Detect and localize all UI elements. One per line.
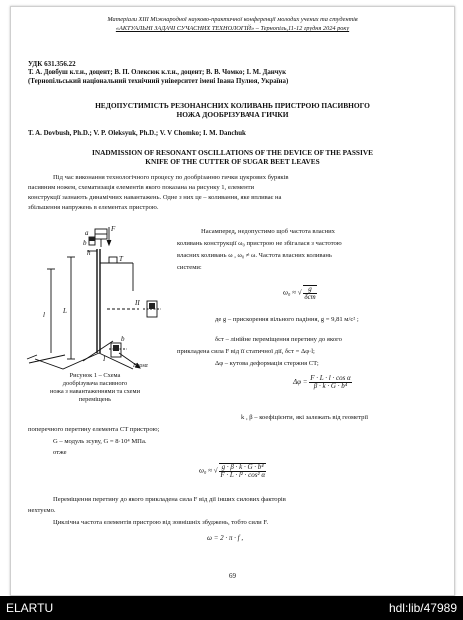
intro-line-2: пасивним ножем, схематизація елементів якого показана на рисунку 1, елементи bbox=[28, 184, 255, 191]
figure-caption-line4: переміщень bbox=[78, 396, 112, 403]
rc-delta-line1: δст – лінійне переміщення перетину до якого bbox=[215, 336, 342, 343]
shear-modulus-line: G – модуль зсуву, G = 8·10⁴ МПа. bbox=[53, 438, 147, 445]
title-ua-line2: НОЖА ДООБРІЗУВАЧА ГИЧКИ bbox=[176, 110, 289, 119]
formula-omega0b-den: F · L · l² · cos² α bbox=[220, 471, 266, 479]
formula-dphi-lhs: Δφ = bbox=[293, 378, 308, 387]
then-word: отже bbox=[53, 449, 67, 456]
figure-caption-line1: Рисунок 1 – Схема bbox=[69, 372, 121, 379]
formula-omega0: ω₀ ≈ √ $\frac{g}{\text{δст}}$ bbox=[283, 285, 316, 301]
after-line-2: нехтуємо. bbox=[28, 507, 56, 514]
formula-omega0-lhs: ω₀ ≈ bbox=[283, 288, 296, 297]
formula-omega0b-lhs: ω₀ ≈ bbox=[199, 466, 212, 475]
formula-omega0-full: ω₀ ≈ √ $\frac{\text{g · β · k · G · b⁴}}{\text{F · L · l² · cos² α}}$ bbox=[199, 463, 266, 479]
figure-caption-line2: дообрізувача пасивного bbox=[62, 380, 128, 387]
formula-omega0-num: g bbox=[303, 286, 316, 294]
title-en-line1: INADMISSION OF RESONANT OSCILLATIONS OF THE DEVICE OF THE PASSIVE bbox=[92, 148, 373, 157]
intro-line-1: Під час виконання технологічного процесу по дообрізанню гички цукрових буряків bbox=[53, 174, 289, 181]
formula-dphi-den: β · k · G · b⁴ bbox=[313, 382, 348, 390]
document-page bbox=[10, 6, 455, 596]
section-line: поперечного перетину елемента CT пристрою; bbox=[28, 426, 160, 433]
footer-repository-name: ELARTU bbox=[6, 601, 54, 615]
figure-label-II: II bbox=[135, 299, 140, 307]
page-number: 69 bbox=[229, 572, 236, 580]
figure-label-L: L bbox=[63, 307, 67, 315]
rc-delta-line2: прикладена сила F від її статичної дії, δст = Δφ·l; bbox=[177, 348, 315, 355]
rc-g-definition: де g – прискорення вільного падіння, g = 9,81 м/с² ; bbox=[215, 316, 359, 323]
rc-p1-line1: Насамперед, недопустимо щоб частота власних bbox=[201, 228, 335, 235]
figure-label-a: a bbox=[85, 229, 89, 237]
rc-p1-line4: системи: bbox=[177, 264, 202, 271]
figure-label-T: T bbox=[119, 255, 123, 263]
title-en-line2: KNIFE OF THE CUTTER OF SUGAR BEET LEAVES bbox=[145, 157, 320, 166]
conference-header-line1: Матеріали XIII Міжнародної науково-практичної конференції молодих учених та студентів bbox=[107, 16, 358, 23]
figure-label-b2: b bbox=[121, 335, 125, 343]
udc-code: УДК 631.356.22 bbox=[28, 60, 76, 68]
footer-handle-link[interactable]: hdl:lib/47989 bbox=[388, 601, 457, 615]
formula-dphi-num: F · L · l · cos α bbox=[310, 374, 351, 382]
affiliation: (Тернопільський національний технічний університет імені Івана Пулюя, Україна) bbox=[28, 78, 289, 85]
figure-label-I: I bbox=[103, 355, 106, 363]
intro-line-4: збільшення напружень в елементах пристрою. bbox=[28, 204, 159, 211]
conference-header-line2: «АКТУАЛЬНІ ЗАДАЧІ СУЧАСНИХ ТЕХНОЛОГІЙ» – Тернопіль,11-12 грудня 2024 року bbox=[115, 25, 350, 32]
title-ua-line1: НЕДОПУСТИМІСТЬ РЕЗОНАНСНИХ КОЛИВАНЬ ПРИСТРОЮ ПАСИВНОГО bbox=[95, 101, 370, 110]
figure-1-knife-scheme bbox=[23, 221, 171, 373]
frequency-line: Циклічна частота елементів пристрою від зовнішніх збуджень, тобто сили F. bbox=[53, 519, 269, 526]
after-line-1: Переміщення перетину до якого прикладена сила F від дії інших силових факторів bbox=[53, 496, 286, 503]
figure-label-l: l bbox=[43, 311, 45, 319]
rc-k-beta-line: k , β – коефіцієнти, які залежать від геометрії bbox=[241, 414, 369, 421]
figure-label-h: h bbox=[87, 249, 91, 257]
intro-line-3: конструкції зазнають динамічних навантажень. Одне з них це – коливання, яке впливає на bbox=[28, 194, 282, 201]
rc-p1-line3: власних коливань ω , ω₀ ≠ ω. Частота власних коливань bbox=[177, 252, 332, 259]
formula-omega0-den: δст bbox=[304, 293, 316, 301]
formula-delta-phi bbox=[293, 375, 352, 390]
rc-phi-line: Δφ – кутова деформація стержня CT; bbox=[215, 360, 319, 367]
figure-label-b1: b bbox=[83, 239, 87, 247]
figure-label-Fcos: Fcosα bbox=[133, 363, 148, 369]
authors-ua: Т. А. Довбуш к.т.н., доцент; В. П. Олексюк к.т.н., доцент; В. В. Чомко; І. М. Данчук bbox=[28, 69, 287, 76]
formula-omega0b-num: g · β · k · G · b⁴ bbox=[219, 464, 266, 472]
formula-omega: ω = 2 · π · f , bbox=[207, 534, 244, 542]
figure-caption-line3: ножа з навантаженнями та схеми bbox=[50, 388, 140, 395]
rc-p1-line2: коливань конструкції ω₀ пристрою не збігалася з частотою bbox=[177, 240, 342, 247]
footer-bar bbox=[0, 596, 463, 620]
authors-en: T. A. Dovbush, Ph.D.; V. P. Oleksyuk, Ph.D.; V. V Chomko; I. M. Danchuk bbox=[28, 130, 246, 137]
figure-label-F: F bbox=[111, 225, 116, 233]
